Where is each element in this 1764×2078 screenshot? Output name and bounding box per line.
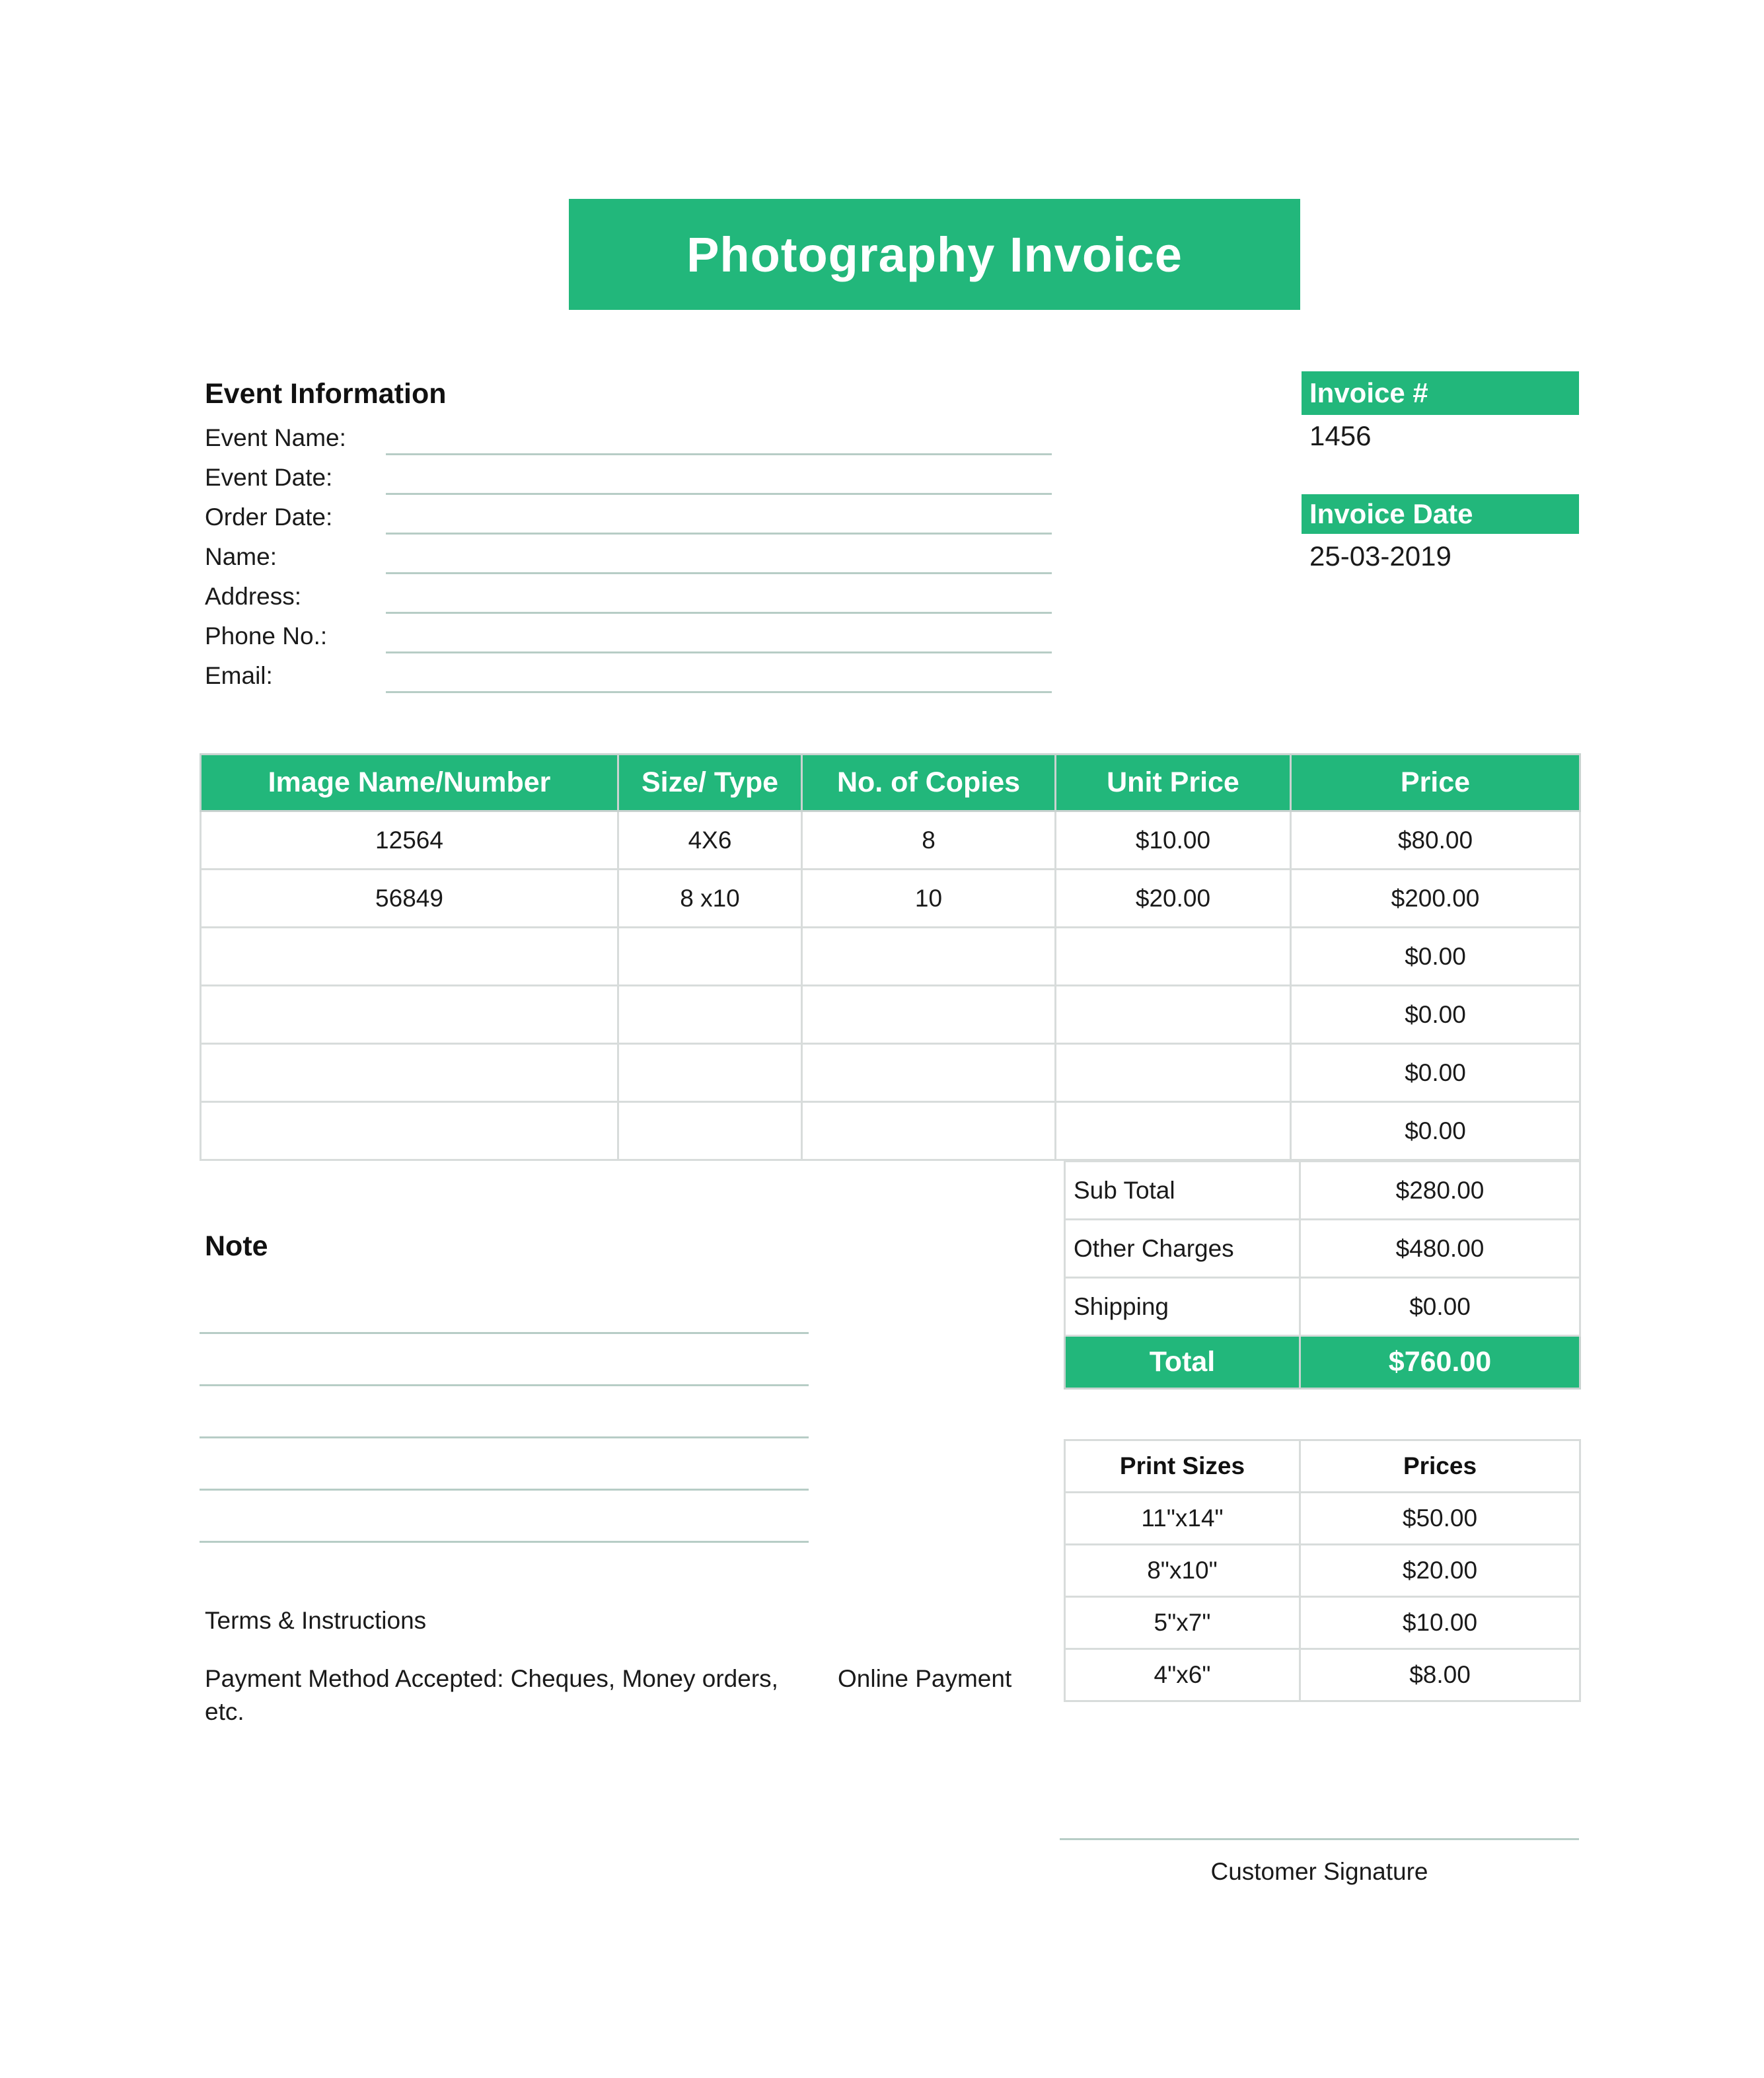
other-charges-label: Other Charges bbox=[1065, 1220, 1300, 1278]
print-prices-header-row bbox=[1065, 1440, 1580, 1493]
image-name-cell[interactable] bbox=[201, 1044, 618, 1102]
note-line[interactable] bbox=[200, 1489, 809, 1491]
size-type-cell[interactable] bbox=[618, 928, 802, 986]
note-line[interactable] bbox=[200, 1436, 809, 1438]
print-size-cell: 11"x14" bbox=[1065, 1493, 1300, 1545]
print-size-cell: 4"x6" bbox=[1065, 1649, 1300, 1701]
totals-table bbox=[1064, 1160, 1581, 1390]
total-row bbox=[1065, 1336, 1580, 1389]
price-cell: $0.00 bbox=[1291, 1044, 1580, 1102]
price-cell: $80.00 bbox=[1291, 811, 1580, 870]
column-header-copies: No. of Copies bbox=[802, 755, 1056, 811]
size-type-cell[interactable] bbox=[618, 1044, 802, 1102]
shipping-row bbox=[1065, 1278, 1580, 1336]
shipping-value[interactable]: $0.00 bbox=[1300, 1278, 1580, 1336]
print-sizes-header: Print Sizes bbox=[1065, 1440, 1300, 1493]
online-payment-text: Online Payment bbox=[838, 1665, 1012, 1692]
size-type-cell[interactable] bbox=[618, 1102, 802, 1160]
table-row bbox=[1065, 1493, 1580, 1545]
invoice-title: Photography Invoice bbox=[569, 199, 1300, 310]
print-size-cell: 8"x10" bbox=[1065, 1545, 1300, 1597]
phone-label: Phone No.: bbox=[205, 622, 328, 649]
unit-price-cell[interactable] bbox=[1056, 1044, 1291, 1102]
price-cell: $0.00 bbox=[1291, 1102, 1580, 1160]
column-header-image-name: Image Name/Number bbox=[201, 755, 618, 811]
event-date-label: Event Date: bbox=[205, 464, 333, 491]
table-row bbox=[201, 870, 1580, 928]
unit-price-cell[interactable]: $10.00 bbox=[1056, 811, 1291, 870]
note-heading: Note bbox=[205, 1230, 268, 1262]
phone-field[interactable] bbox=[386, 651, 1052, 653]
column-header-unit-price: Unit Price bbox=[1056, 755, 1291, 811]
other-charges-value[interactable]: $480.00 bbox=[1300, 1220, 1580, 1278]
unit-price-cell[interactable] bbox=[1056, 1102, 1291, 1160]
table-row bbox=[201, 986, 1580, 1044]
print-price-cell: $50.00 bbox=[1300, 1493, 1580, 1545]
table-row bbox=[201, 811, 1580, 870]
shipping-label: Shipping bbox=[1065, 1278, 1300, 1336]
items-header-row bbox=[201, 755, 1580, 811]
unit-price-cell[interactable] bbox=[1056, 928, 1291, 986]
column-header-price: Price bbox=[1291, 755, 1580, 811]
event-name-field[interactable] bbox=[386, 453, 1052, 455]
event-name-label: Event Name: bbox=[205, 424, 346, 451]
subtotal-row bbox=[1065, 1162, 1580, 1220]
note-line[interactable] bbox=[200, 1541, 809, 1543]
invoice-date-value: 25-03-2019 bbox=[1309, 540, 1452, 572]
print-price-cell: $10.00 bbox=[1300, 1597, 1580, 1649]
address-label: Address: bbox=[205, 583, 302, 610]
prices-header: Prices bbox=[1300, 1440, 1580, 1493]
invoice-number-value: 1456 bbox=[1309, 420, 1372, 451]
address-field[interactable] bbox=[386, 612, 1052, 614]
subtotal-label: Sub Total bbox=[1065, 1162, 1300, 1220]
order-date-field[interactable] bbox=[386, 533, 1052, 535]
customer-signature-label: Customer Signature bbox=[1210, 1858, 1428, 1885]
invoice-number-label: Invoice # bbox=[1302, 371, 1579, 415]
note-line[interactable] bbox=[200, 1332, 809, 1334]
image-name-cell[interactable] bbox=[201, 928, 618, 986]
event-date-field[interactable] bbox=[386, 493, 1052, 495]
signature-line[interactable] bbox=[1060, 1838, 1579, 1840]
size-type-cell[interactable]: 4X6 bbox=[618, 811, 802, 870]
copies-cell[interactable] bbox=[802, 1102, 1056, 1160]
copies-cell[interactable] bbox=[802, 1044, 1056, 1102]
column-header-size-type: Size/ Type bbox=[618, 755, 802, 811]
copies-cell[interactable]: 10 bbox=[802, 870, 1056, 928]
subtotal-value: $280.00 bbox=[1300, 1162, 1580, 1220]
other-charges-row bbox=[1065, 1220, 1580, 1278]
name-field[interactable] bbox=[386, 572, 1052, 574]
print-price-cell: $8.00 bbox=[1300, 1649, 1580, 1701]
items-table bbox=[200, 753, 1581, 1161]
table-row bbox=[1065, 1545, 1580, 1597]
table-row bbox=[1065, 1649, 1580, 1701]
event-information-heading: Event Information bbox=[205, 378, 447, 410]
table-row bbox=[201, 928, 1580, 986]
size-type-cell[interactable]: 8 x10 bbox=[618, 870, 802, 928]
email-label: Email: bbox=[205, 662, 273, 689]
email-field[interactable] bbox=[386, 691, 1052, 693]
terms-heading: Terms & Instructions bbox=[205, 1607, 427, 1634]
payment-method-text: Payment Method Accepted: Cheques, Money orders, bbox=[205, 1665, 778, 1692]
table-row bbox=[201, 1102, 1580, 1160]
print-price-cell: $20.00 bbox=[1300, 1545, 1580, 1597]
print-size-cell: 5"x7" bbox=[1065, 1597, 1300, 1649]
copies-cell[interactable]: 8 bbox=[802, 811, 1056, 870]
image-name-cell[interactable] bbox=[201, 1102, 618, 1160]
copies-cell[interactable] bbox=[802, 928, 1056, 986]
print-prices-table bbox=[1064, 1439, 1581, 1702]
image-name-cell[interactable]: 12564 bbox=[201, 811, 618, 870]
price-cell: $200.00 bbox=[1291, 870, 1580, 928]
table-row bbox=[201, 1044, 1580, 1102]
image-name-cell[interactable] bbox=[201, 986, 618, 1044]
order-date-label: Order Date: bbox=[205, 503, 333, 531]
name-label: Name: bbox=[205, 543, 277, 570]
copies-cell[interactable] bbox=[802, 986, 1056, 1044]
size-type-cell[interactable] bbox=[618, 986, 802, 1044]
total-label: Total bbox=[1065, 1336, 1300, 1389]
unit-price-cell[interactable] bbox=[1056, 986, 1291, 1044]
payment-method-text-continued: etc. bbox=[205, 1698, 244, 1725]
unit-price-cell[interactable]: $20.00 bbox=[1056, 870, 1291, 928]
note-line[interactable] bbox=[200, 1384, 809, 1386]
price-cell: $0.00 bbox=[1291, 986, 1580, 1044]
image-name-cell[interactable]: 56849 bbox=[201, 870, 618, 928]
total-value: $760.00 bbox=[1300, 1336, 1580, 1389]
price-cell: $0.00 bbox=[1291, 928, 1580, 986]
table-row bbox=[1065, 1597, 1580, 1649]
invoice-date-label: Invoice Date bbox=[1302, 494, 1579, 534]
